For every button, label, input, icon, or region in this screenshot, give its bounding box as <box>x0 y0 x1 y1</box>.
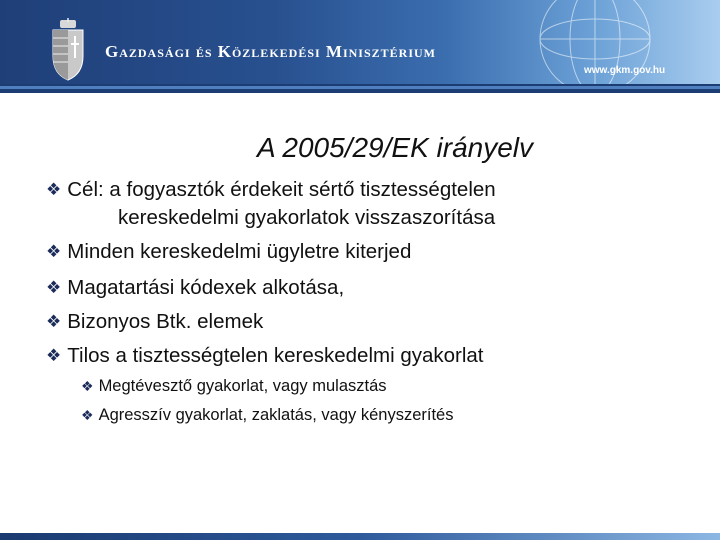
bullet-text: Tilos a tisztességtelen kereskedelmi gyakorlat <box>67 344 484 367</box>
subbullet-1 <box>81 377 387 396</box>
globe-graphic-icon <box>520 0 670 93</box>
subbullet-text: Agresszív gyakorlat, zaklatás, vagy kényszerítés <box>98 406 454 424</box>
bullet-text: Cél: a fogyasztók érdekeit sértő tisztességtelen <box>67 178 496 201</box>
bullet-3 <box>46 276 344 300</box>
diamond-bullet-icon: ❖ <box>46 278 62 297</box>
bullet-text: Bizonyos Btk. elemek <box>67 310 264 333</box>
ministry-name: Gazdasági és Közlekedési Minisztérium <box>105 42 436 61</box>
banner-highlight <box>0 86 720 89</box>
bullet-4 <box>46 310 263 334</box>
header-banner <box>0 0 720 93</box>
diamond-bullet-icon: ❖ <box>46 312 62 331</box>
subbullet-text: Megtévesztő gyakorlat, vagy mulasztás <box>98 377 387 395</box>
bullet-text: Magatartási kódexek alkotása, <box>67 276 345 299</box>
diamond-bullet-icon: ❖ <box>46 180 62 199</box>
footer-stripe <box>0 533 720 540</box>
bullet-1-continuation: kereskedelmi gyakorlatok visszaszorítása <box>118 206 496 229</box>
diamond-bullet-icon: ❖ <box>81 378 94 394</box>
website-url: www.gkm.gov.hu <box>584 65 666 76</box>
bullet-text: Minden kereskedelmi ügyletre kiterjed <box>67 240 412 263</box>
diamond-bullet-icon: ❖ <box>46 242 62 261</box>
bullet-1 <box>46 178 496 202</box>
subbullet-2 <box>81 406 453 425</box>
slide-title: A 2005/29/EK irányelv <box>256 132 534 163</box>
bullet-5 <box>46 344 484 368</box>
bullet-2 <box>46 240 411 264</box>
diamond-bullet-icon: ❖ <box>81 407 94 423</box>
diamond-bullet-icon: ❖ <box>46 346 62 365</box>
coat-of-arms-icon <box>47 18 89 82</box>
